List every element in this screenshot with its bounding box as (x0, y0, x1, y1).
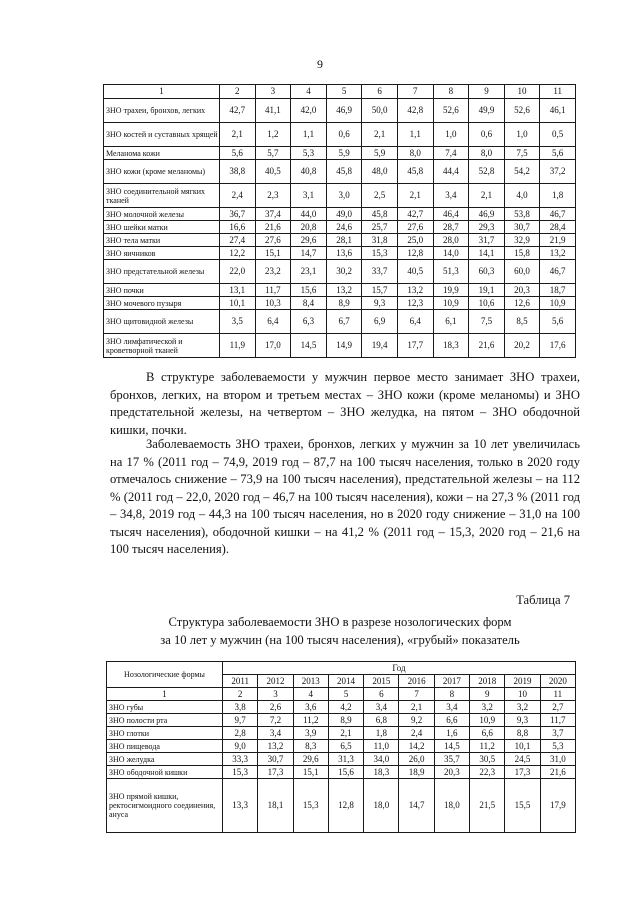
table-row (107, 714, 576, 727)
value-cell: 41,1 (255, 99, 291, 123)
value-cell: 42,0 (291, 99, 327, 123)
value-cell: 18,7 (540, 284, 576, 297)
paragraph-dynamics: Заболеваемость ЗНО трахеи, бронхов, легких у мужчин за 10 лет увеличилась на 17 % (2011 год – 74,9, 2019 год – 87,7 на 100 тысяч населения, только в 2020 году отмечалось снижение – 73,9 на 100 тысяч населения), предстательной железы – на 112 % (2011 год – 22,0, 2020 год – 46,7 на 100 тысяч населения), кожи – на 27,3 % (2011 год – 34,8, 2019 год – 44,3 на 100 тысяч населения, но в 2020 году снижение – 31,0 на 100 тысяч населения), ободочной кишки – на 41,2 % (2011 год – 15,3, 2020 год – 21,6 на 100 тысяч населения). (110, 437, 580, 556)
value-cell: 3,6 (293, 701, 328, 714)
value-cell: 15,1 (255, 247, 291, 260)
value-cell: 12,8 (397, 247, 433, 260)
value-cell: 49,9 (469, 99, 505, 123)
value-cell: 3,8 (223, 701, 258, 714)
row-label-cell: ЗНО полости рта (107, 714, 223, 727)
value-cell: 48,0 (362, 160, 398, 184)
column-index-cell: 8 (434, 688, 469, 701)
value-cell: 18,3 (364, 766, 399, 779)
value-cell: 3,7 (540, 727, 575, 740)
value-cell: 13,2 (258, 740, 293, 753)
value-cell: 3,4 (434, 701, 469, 714)
value-cell: 42,7 (397, 208, 433, 221)
value-cell: 3,2 (505, 701, 540, 714)
value-cell: 5,6 (540, 147, 576, 160)
value-cell: 28,0 (433, 234, 469, 247)
value-cell: 46,9 (326, 99, 362, 123)
value-cell: 7,5 (469, 310, 505, 334)
value-cell: 11,2 (470, 740, 505, 753)
value-cell: 6,1 (433, 310, 469, 334)
value-cell: 44,4 (433, 160, 469, 184)
value-cell: 17,6 (540, 334, 576, 358)
table-row (104, 99, 576, 123)
paragraph-structure: В структуре заболеваемости у мужчин первое место занимает ЗНО трахеи, бронхов, легких, на втором и третьем местах – ЗНО кожи (кроме меланомы) и ЗНО предстательной железы, на четвертом – ЗНО желудка, на пятом – ЗНО ободочной кишки, почки. (110, 370, 580, 437)
value-cell: 46,7 (540, 208, 576, 221)
value-cell: 31,3 (328, 753, 363, 766)
value-cell: 40,5 (397, 260, 433, 284)
value-cell: 22,3 (470, 766, 505, 779)
value-cell: 24,6 (326, 221, 362, 234)
male-incidence-table (106, 661, 576, 833)
value-cell: 11,7 (255, 284, 291, 297)
value-cell: 10,1 (505, 740, 540, 753)
value-cell: 46,1 (540, 99, 576, 123)
value-cell: 51,3 (433, 260, 469, 284)
year-cell: 2015 (364, 675, 399, 688)
value-cell: 52,8 (469, 160, 505, 184)
value-cell: 1,8 (540, 184, 576, 208)
value-cell: 21,9 (540, 234, 576, 247)
value-cell: 8,0 (397, 147, 433, 160)
value-cell: 3,9 (293, 727, 328, 740)
value-cell: 3,4 (258, 727, 293, 740)
value-cell: 31,8 (362, 234, 398, 247)
page-number: 9 (317, 57, 323, 71)
row-label-cell: ЗНО тела матки (104, 234, 220, 247)
value-cell: 22,0 (220, 260, 256, 284)
table-row (107, 740, 576, 753)
caption-line-2: за 10 лет у мужчин (на 100 тысяч населения), «грубый» показатель (160, 633, 520, 647)
value-cell: 42,8 (397, 99, 433, 123)
value-cell: 2,1 (397, 184, 433, 208)
value-cell: 20,8 (291, 221, 327, 234)
year-cell: 2018 (470, 675, 505, 688)
row-label-cell: ЗНО предстательной железы (104, 260, 220, 284)
value-cell: 46,9 (469, 208, 505, 221)
column-index-cell: 9 (470, 688, 505, 701)
value-cell: 12,8 (328, 779, 363, 833)
value-cell: 27,4 (220, 234, 256, 247)
value-cell: 1,1 (397, 123, 433, 147)
value-cell: 23,2 (255, 260, 291, 284)
value-cell: 15,3 (362, 247, 398, 260)
value-cell: 27,6 (397, 221, 433, 234)
value-cell: 2,8 (223, 727, 258, 740)
value-cell: 6,7 (326, 310, 362, 334)
table-row (104, 147, 576, 160)
value-cell: 5,6 (540, 310, 576, 334)
value-cell: 10,6 (469, 297, 505, 310)
value-cell: 6,6 (470, 727, 505, 740)
value-cell: 3,1 (291, 184, 327, 208)
value-cell: 53,8 (504, 208, 540, 221)
table-row (104, 123, 576, 147)
value-cell: 30,7 (258, 753, 293, 766)
table-row (104, 297, 576, 310)
table-caption (90, 613, 590, 649)
value-cell: 11,9 (220, 334, 256, 358)
value-cell: 15,6 (328, 766, 363, 779)
value-cell: 2,1 (220, 123, 256, 147)
value-cell: 49,0 (326, 208, 362, 221)
column-index-cell: 3 (258, 688, 293, 701)
row-label-cell: ЗНО яичников (104, 247, 220, 260)
value-cell: 1,2 (255, 123, 291, 147)
value-cell: 14,7 (399, 779, 434, 833)
value-cell: 6,4 (255, 310, 291, 334)
value-cell: 13,1 (220, 284, 256, 297)
value-cell: 29,6 (291, 234, 327, 247)
value-cell: 44,0 (291, 208, 327, 221)
value-cell: 2,1 (469, 184, 505, 208)
table-header-row (104, 85, 576, 99)
value-cell: 15,3 (293, 779, 328, 833)
table-row (107, 727, 576, 740)
column-index-cell: 1 (107, 688, 223, 701)
value-cell: 15,6 (291, 284, 327, 297)
value-cell: 25,0 (397, 234, 433, 247)
table-row (107, 701, 576, 714)
value-cell: 5,3 (291, 147, 327, 160)
row-label-cell: ЗНО пищевода (107, 740, 223, 753)
value-cell: 19,9 (433, 284, 469, 297)
value-cell: 0,6 (469, 123, 505, 147)
table-row (104, 160, 576, 184)
value-cell: 13,2 (540, 247, 576, 260)
column-index-cell: 5 (328, 688, 363, 701)
value-cell: 9,7 (223, 714, 258, 727)
year-cell: 2014 (328, 675, 363, 688)
value-cell: 1,1 (291, 123, 327, 147)
value-cell: 11,7 (540, 714, 575, 727)
value-cell: 60,0 (504, 260, 540, 284)
row-label-cell: ЗНО щитовидной железы (104, 310, 220, 334)
row-label-cell: ЗНО ободочной кишки (107, 766, 223, 779)
column-index-cell: 1 (104, 85, 220, 99)
table-row (104, 184, 576, 208)
incidence-table-continued (103, 84, 576, 358)
year-cell: 2019 (505, 675, 540, 688)
row-label-cell: ЗНО кожи (кроме меланомы) (104, 160, 220, 184)
value-cell: 11,0 (364, 740, 399, 753)
value-cell: 15,1 (293, 766, 328, 779)
value-cell: 33,7 (362, 260, 398, 284)
value-cell: 19,4 (362, 334, 398, 358)
value-cell: 21,6 (469, 334, 505, 358)
value-cell: 13,6 (326, 247, 362, 260)
value-cell: 20,3 (434, 766, 469, 779)
value-cell: 28,1 (326, 234, 362, 247)
value-cell: 1,6 (434, 727, 469, 740)
table-row (107, 753, 576, 766)
value-cell: 8,8 (505, 727, 540, 740)
value-cell: 14,9 (326, 334, 362, 358)
value-cell: 2,4 (399, 727, 434, 740)
value-cell: 6,5 (328, 740, 363, 753)
table-row (104, 284, 576, 297)
value-cell: 25,7 (362, 221, 398, 234)
value-cell: 15,8 (504, 247, 540, 260)
value-cell: 17,9 (540, 779, 575, 833)
value-cell: 36,7 (220, 208, 256, 221)
value-cell: 7,4 (433, 147, 469, 160)
value-cell: 28,7 (433, 221, 469, 234)
value-cell: 7,2 (258, 714, 293, 727)
value-cell: 17,3 (505, 766, 540, 779)
year-cell: 2011 (223, 675, 258, 688)
year-cell: 2013 (293, 675, 328, 688)
value-cell: 9,0 (223, 740, 258, 753)
table-row (107, 779, 576, 833)
value-cell: 28,4 (540, 221, 576, 234)
value-cell: 54,2 (504, 160, 540, 184)
value-cell: 2,1 (362, 123, 398, 147)
value-cell: 31,0 (540, 753, 575, 766)
value-cell: 0,6 (326, 123, 362, 147)
year-cell: 2017 (434, 675, 469, 688)
value-cell: 10,3 (255, 297, 291, 310)
column-index-cell: 6 (364, 688, 399, 701)
row-label-cell: Меланома кожи (104, 147, 220, 160)
column-index-cell: 8 (433, 85, 469, 99)
table-number-label: Таблица 7 (516, 593, 570, 607)
value-cell: 33,3 (223, 753, 258, 766)
table-row (104, 260, 576, 284)
table-row (104, 221, 576, 234)
value-cell: 24,5 (505, 753, 540, 766)
form-header-cell: Нозологические формы (107, 662, 223, 688)
column-index-cell: 11 (540, 688, 575, 701)
value-cell: 46,4 (433, 208, 469, 221)
value-cell: 45,8 (362, 208, 398, 221)
value-cell: 20,2 (504, 334, 540, 358)
row-label-cell: ЗНО лимфатической и кроветворной тканей (104, 334, 220, 358)
value-cell: 20,3 (504, 284, 540, 297)
column-index-cell: 4 (291, 85, 327, 99)
row-label-cell: ЗНО трахеи, бронхов, легких (104, 99, 220, 123)
value-cell: 9,3 (505, 714, 540, 727)
value-cell: 10,9 (540, 297, 576, 310)
value-cell: 27,6 (255, 234, 291, 247)
value-cell: 5,3 (540, 740, 575, 753)
value-cell: 1,8 (364, 727, 399, 740)
value-cell: 18,9 (399, 766, 434, 779)
value-cell: 3,4 (433, 184, 469, 208)
value-cell: 9,3 (362, 297, 398, 310)
row-label-cell: ЗНО глотки (107, 727, 223, 740)
value-cell: 8,3 (293, 740, 328, 753)
value-cell: 17,0 (255, 334, 291, 358)
value-cell: 37,4 (255, 208, 291, 221)
column-index-cell: 7 (399, 688, 434, 701)
value-cell: 46,7 (540, 260, 576, 284)
value-cell: 5,7 (255, 147, 291, 160)
row-label-cell: ЗНО почки (104, 284, 220, 297)
row-label-cell: ЗНО молочной железы (104, 208, 220, 221)
value-cell: 14,2 (399, 740, 434, 753)
value-cell: 23,1 (291, 260, 327, 284)
row-label-cell: ЗНО губы (107, 701, 223, 714)
value-cell: 15,5 (505, 779, 540, 833)
value-cell: 18,0 (434, 779, 469, 833)
value-cell: 16,6 (220, 221, 256, 234)
value-cell: 4,2 (328, 701, 363, 714)
value-cell: 5,6 (220, 147, 256, 160)
value-cell: 14,1 (469, 247, 505, 260)
column-index-cell: 4 (293, 688, 328, 701)
value-cell: 3,5 (220, 310, 256, 334)
row-label-cell: ЗНО мочевого пузыря (104, 297, 220, 310)
value-cell: 7,5 (504, 147, 540, 160)
value-cell: 34,0 (364, 753, 399, 766)
value-cell: 13,2 (397, 284, 433, 297)
value-cell: 29,3 (469, 221, 505, 234)
value-cell: 21,6 (540, 766, 575, 779)
column-index-cell: 3 (255, 85, 291, 99)
column-index-row (107, 688, 576, 701)
value-cell: 3,2 (470, 701, 505, 714)
column-index-cell: 6 (362, 85, 398, 99)
column-index-cell: 5 (326, 85, 362, 99)
value-cell: 8,9 (326, 297, 362, 310)
table-row (104, 334, 576, 358)
column-index-cell: 9 (469, 85, 505, 99)
value-cell: 14,7 (291, 247, 327, 260)
value-cell: 21,5 (470, 779, 505, 833)
value-cell: 11,2 (293, 714, 328, 727)
value-cell: 37,2 (540, 160, 576, 184)
table-row (104, 310, 576, 334)
value-cell: 5,9 (362, 147, 398, 160)
value-cell: 2,1 (399, 701, 434, 714)
value-cell: 3,0 (326, 184, 362, 208)
value-cell: 14,0 (433, 247, 469, 260)
value-cell: 3,4 (364, 701, 399, 714)
value-cell: 12,3 (397, 297, 433, 310)
value-cell: 18,0 (364, 779, 399, 833)
table-row (107, 766, 576, 779)
value-cell: 6,6 (434, 714, 469, 727)
value-cell: 6,4 (397, 310, 433, 334)
value-cell: 8,0 (469, 147, 505, 160)
table-row (104, 208, 576, 221)
value-cell: 30,7 (504, 221, 540, 234)
value-cell: 14,5 (291, 334, 327, 358)
value-cell: 45,8 (326, 160, 362, 184)
value-cell: 4,0 (504, 184, 540, 208)
value-cell: 2,7 (540, 701, 575, 714)
column-index-cell: 2 (223, 688, 258, 701)
value-cell: 1,0 (504, 123, 540, 147)
value-cell: 17,3 (258, 766, 293, 779)
value-cell: 32,9 (504, 234, 540, 247)
value-cell: 15,7 (362, 284, 398, 297)
table-header-row (107, 662, 576, 675)
column-index-cell: 10 (504, 85, 540, 99)
year-header-cell: Год (223, 662, 576, 675)
value-cell: 2,5 (362, 184, 398, 208)
value-cell: 10,1 (220, 297, 256, 310)
value-cell: 40,8 (291, 160, 327, 184)
value-cell: 12,2 (220, 247, 256, 260)
value-cell: 13,3 (223, 779, 258, 833)
column-index-cell: 7 (397, 85, 433, 99)
value-cell: 14,5 (434, 740, 469, 753)
column-index-cell: 10 (505, 688, 540, 701)
value-cell: 2,1 (328, 727, 363, 740)
row-label-cell: ЗНО костей и суставных хрящей (104, 123, 220, 147)
value-cell: 15,3 (223, 766, 258, 779)
value-cell: 21,6 (255, 221, 291, 234)
value-cell: 10,9 (470, 714, 505, 727)
value-cell: 52,6 (433, 99, 469, 123)
value-cell: 8,9 (328, 714, 363, 727)
row-label-cell: ЗНО соединительной мягких тканей (104, 184, 220, 208)
value-cell: 2,4 (220, 184, 256, 208)
value-cell: 5,9 (326, 147, 362, 160)
column-index-cell: 2 (220, 85, 256, 99)
value-cell: 42,7 (220, 99, 256, 123)
row-label-cell: ЗНО шейки матки (104, 221, 220, 234)
value-cell: 29,6 (293, 753, 328, 766)
value-cell: 6,3 (291, 310, 327, 334)
value-cell: 31,7 (469, 234, 505, 247)
row-label-cell: ЗНО прямой кишки, ректосигмоидного соединения, ануса (107, 779, 223, 833)
table-row (104, 247, 576, 260)
value-cell: 17,7 (397, 334, 433, 358)
value-cell: 0,5 (540, 123, 576, 147)
column-index-cell: 11 (540, 85, 576, 99)
value-cell: 2,3 (255, 184, 291, 208)
value-cell: 6,9 (362, 310, 398, 334)
value-cell: 52,6 (504, 99, 540, 123)
value-cell: 45,8 (397, 160, 433, 184)
caption-line-1: Структура заболеваемости ЗНО в разрезе нозологических форм (168, 615, 512, 629)
value-cell: 8,5 (504, 310, 540, 334)
value-cell: 40,5 (255, 160, 291, 184)
value-cell: 30,5 (470, 753, 505, 766)
row-label-cell: ЗНО желудка (107, 753, 223, 766)
value-cell: 26,0 (399, 753, 434, 766)
value-cell: 9,2 (399, 714, 434, 727)
value-cell: 2,6 (258, 701, 293, 714)
year-cell: 2012 (258, 675, 293, 688)
value-cell: 18,3 (433, 334, 469, 358)
year-cell: 2020 (540, 675, 575, 688)
value-cell: 38,8 (220, 160, 256, 184)
value-cell: 35,7 (434, 753, 469, 766)
value-cell: 13,2 (326, 284, 362, 297)
value-cell: 19,1 (469, 284, 505, 297)
table-row (104, 234, 576, 247)
value-cell: 10,9 (433, 297, 469, 310)
value-cell: 12,6 (504, 297, 540, 310)
year-cell: 2016 (399, 675, 434, 688)
value-cell: 6,8 (364, 714, 399, 727)
value-cell: 30,2 (326, 260, 362, 284)
value-cell: 18,1 (258, 779, 293, 833)
value-cell: 8,4 (291, 297, 327, 310)
value-cell: 50,0 (362, 99, 398, 123)
value-cell: 1,0 (433, 123, 469, 147)
value-cell: 60,3 (469, 260, 505, 284)
